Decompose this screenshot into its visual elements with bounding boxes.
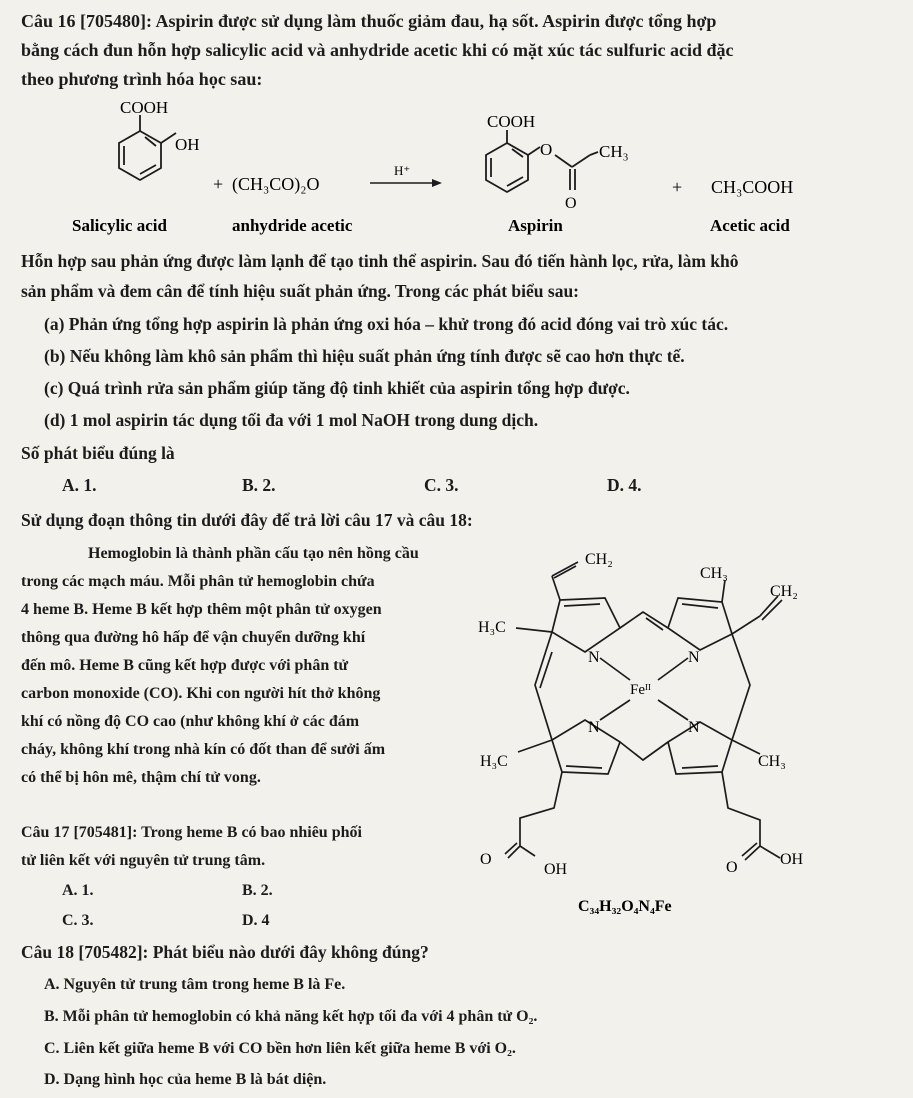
statement-c: (c) Quá trình rửa sản phẩm giúp tăng độ tinh khiết của aspirin tổng hợp được.: [44, 378, 630, 398]
q16-option-a[interactable]: A. 1.: [62, 475, 97, 495]
heme-n-top-right: N: [688, 649, 700, 666]
q16-option-d[interactable]: D. 4.: [607, 475, 642, 495]
passage-line-1: Hemoglobin là thành phần cấu tạo nên hồng cầu: [88, 545, 419, 562]
heme-formula: C₃₄H₃₂O₄N₄Fe: [578, 898, 672, 915]
plus-1: +: [213, 174, 224, 194]
passage-line-7: khí có nồng độ CO cao (như không khí ở các đám: [21, 713, 360, 730]
label-acetic: Acetic acid: [710, 216, 790, 235]
methyl-label: CH₃: [599, 142, 629, 161]
label-aspirin: Aspirin: [508, 216, 563, 235]
salicylic-benzene-ring: [119, 115, 176, 180]
statement-b: (b) Nếu không làm khô sản phẩm thì hiệu suất phản ứng tính được sẽ cao hơn thực tế.: [44, 346, 685, 366]
q18-option-c[interactable]: C. Liên kết giữa heme B với CO bền hơn liên kết giữa heme B với O₂.: [44, 1040, 516, 1057]
statement-d: (d) 1 mol aspirin tác dụng tối đa với 1 mol NaOH trong dung dịch.: [44, 410, 539, 430]
anhydride-formula: (CH₃CO)₂O: [232, 174, 320, 194]
passage-line-4: thông qua đường hô hấp để vận chuyển dưỡng khí: [21, 629, 366, 646]
heme-n-bottom-left: N: [588, 719, 600, 736]
heme-n-bottom-right: N: [688, 719, 700, 736]
q17-option-c[interactable]: C. 3.: [62, 912, 94, 929]
plus-2: +: [672, 177, 683, 197]
cooh-label-2: COOH: [487, 112, 536, 131]
label-anhydride: anhydride acetic: [232, 216, 353, 235]
passage-line-6: carbon monoxide (CO). Khi con người hít thở không: [21, 685, 381, 702]
catalyst-label: H⁺: [394, 163, 411, 178]
statement-a: (a) Phản ứng tổng hợp aspirin là phản ứng oxi hóa – khử trong đó acid đóng vai trò xúc tác.: [44, 314, 729, 334]
q17-option-d[interactable]: D. 4: [242, 912, 270, 929]
cooh-label-1: COOH: [120, 98, 169, 117]
q17-option-a[interactable]: A. 1.: [62, 882, 94, 899]
shared-intro: Sử dụng đoạn thông tin dưới đây để trả lời câu 17 và câu 18:: [21, 510, 473, 530]
passage-line-8: cháy, không khí trong nhà kín có đốt than để sưởi ấm: [21, 741, 386, 758]
q16-prompt: Số phát biểu đúng là: [21, 443, 175, 463]
heme-ch3-bottom: CH₃: [758, 753, 786, 770]
q18-question: Câu 18 [705482]: Phát biểu nào dưới đây không đúng?: [21, 942, 429, 962]
q18-option-b[interactable]: B. Mỗi phân tử hemoglobin có khả năng kết hợp tối đa với 4 phân tử O₂.: [44, 1008, 538, 1025]
q16-para2: sản phẩm và đem cân để tính hiệu suất phản ứng. Trong các phát biểu sau:: [21, 281, 580, 301]
acetic-formula: CH₃COOH: [711, 177, 794, 197]
q17-line2: tử liên kết với nguyên tử trung tâm.: [21, 852, 266, 869]
q17-line1: Câu 17 [705481]: Trong heme B có bao nhiêu phối: [21, 824, 362, 841]
q18-option-d[interactable]: D. Dạng hình học của heme B là bát diện.: [44, 1071, 327, 1088]
passage-line-9: có thể bị hôn mê, thậm chí tử vong.: [21, 769, 261, 786]
passage-line-2: trong các mạch máu. Mỗi phân tử hemoglobin chứa: [21, 573, 375, 590]
heme-n-top-left: N: [588, 649, 600, 666]
passage-line-5: đến mô. Heme B cũng kết hợp được với phân tử: [21, 657, 349, 674]
q18-option-a[interactable]: A. Nguyên tử trung tâm trong heme B là Fe.: [44, 976, 346, 993]
heme-o-right: O: [726, 859, 738, 876]
heme-oh-left: OH: [544, 861, 568, 878]
heme-h3c-left: H₃C: [478, 619, 506, 636]
heme-fe-center: Feᴵᴵ: [630, 682, 651, 698]
q16-option-b[interactable]: B. 2.: [242, 475, 276, 495]
q16-header: Câu 16 [705480]: Aspirin được sử dụng làm thuốc giảm đau, hạ sốt. Aspirin được tổng hợp: [21, 11, 717, 31]
heme-ch2-top: CH₂: [585, 551, 613, 568]
heme-ch3-top: CH₃: [700, 565, 728, 582]
passage-line-3: 4 heme B. Heme B kết hợp thêm một phân tử oxygen: [21, 601, 382, 618]
heme-b-structure: [460, 540, 880, 920]
ester-oxygen: O: [540, 140, 553, 159]
carbonyl-oxygen: O: [565, 195, 577, 212]
q17-option-b[interactable]: B. 2.: [242, 882, 273, 899]
heme-o-left: O: [480, 851, 492, 868]
heme-h3c-bottom: H₃C: [480, 753, 508, 770]
q16-option-c[interactable]: C. 3.: [424, 475, 459, 495]
reaction-scheme: [0, 95, 913, 240]
oh-label-1: OH: [175, 135, 200, 154]
q16-line2: bằng cách đun hỗn hợp salicylic acid và anhydride acetic khi có mặt xúc tác sulfuric acid đặc: [21, 40, 734, 60]
label-salicylic: Salicylic acid: [72, 216, 167, 235]
heme-oh-right: OH: [780, 851, 804, 868]
q16-para1: Hỗn hợp sau phản ứng được làm lạnh để tạo tinh thể aspirin. Sau đó tiến hành lọc, rửa, làm khô: [21, 251, 739, 271]
q16-line3: theo phương trình hóa học sau:: [21, 69, 263, 89]
heme-ch2-right: CH₂: [770, 583, 798, 600]
